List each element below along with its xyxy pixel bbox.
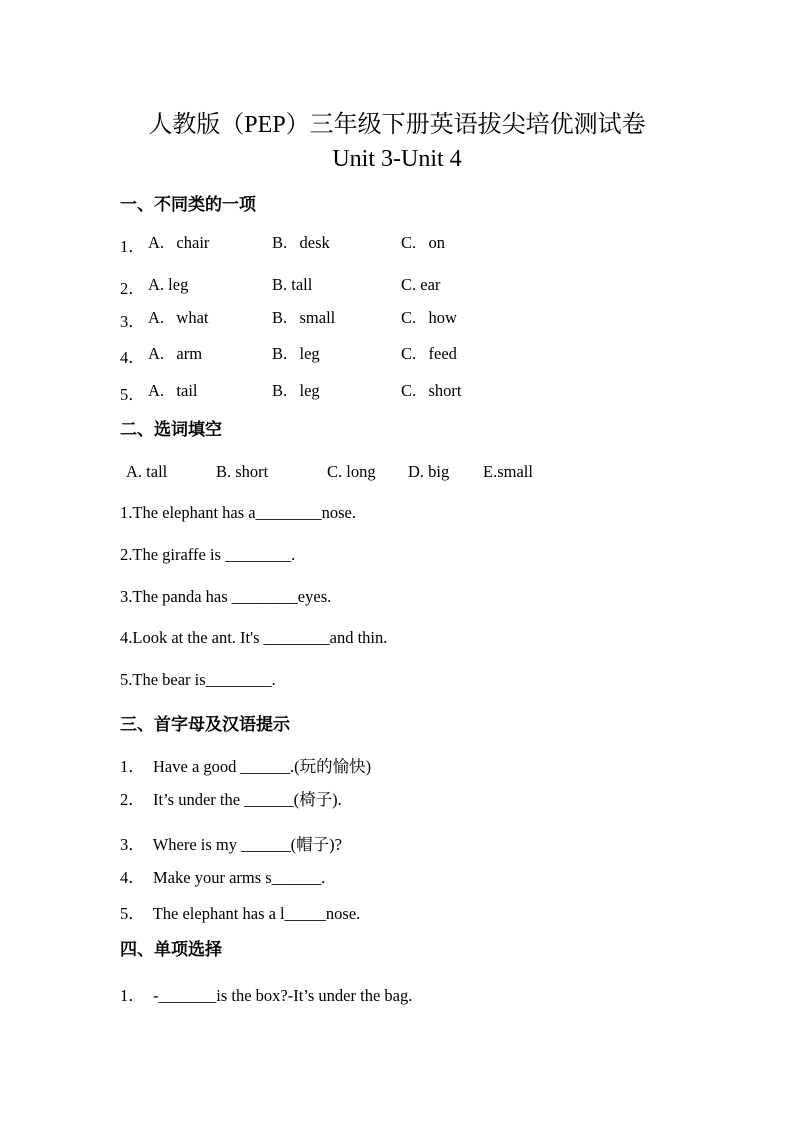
- option-c: C. short: [401, 381, 462, 400]
- list-item: 4.Look at the ant. It's ________and thin.: [120, 628, 388, 647]
- list-item: 5.The bear is________.: [120, 670, 276, 689]
- option-a: A. what: [148, 308, 209, 327]
- item-number: 1．: [120, 237, 145, 256]
- item-number: 5．: [120, 385, 145, 404]
- list-item: 1.The elephant has a________nose.: [120, 503, 356, 522]
- option-c: C. ear: [401, 275, 441, 294]
- option-a: A. arm: [148, 344, 203, 363]
- list-item: 3． Where is my ______(帽子)?: [120, 835, 342, 854]
- section1-heading: 一、不同类的一项: [120, 195, 256, 215]
- option-c: C. how: [401, 308, 457, 327]
- list-item: 4． Make your arms s______.: [120, 868, 326, 887]
- option-b: B. small: [272, 308, 336, 327]
- option-c: C. feed: [401, 344, 457, 363]
- word-option: B. short: [216, 462, 269, 481]
- word-option: C. long: [327, 462, 376, 481]
- list-item: 1． Have a good ______.(玩的愉快): [120, 757, 372, 776]
- word-option: A. tall: [126, 462, 168, 481]
- option-b: B. desk: [272, 233, 330, 252]
- section4-heading: 四、单项选择: [120, 940, 222, 960]
- option-b: B. leg: [272, 344, 320, 363]
- list-item: 2． It’s under the ______(椅子).: [120, 790, 342, 809]
- option-b: B. tall: [272, 275, 313, 294]
- item-number: 4．: [120, 348, 145, 367]
- item-number: 2．: [120, 279, 145, 298]
- option-a: A. leg: [148, 275, 189, 294]
- word-option: D. big: [408, 462, 450, 481]
- list-item: 5． The elephant has a l_____nose.: [120, 904, 361, 923]
- document-title: 人教版（PEP）三年级下册英语拔尖培优测试卷: [148, 112, 646, 138]
- option-a: A. chair: [148, 233, 210, 252]
- option-c: C. on: [401, 233, 446, 252]
- word-option: E.small: [483, 462, 533, 481]
- list-item: 2.The giraffe is ________.: [120, 545, 296, 564]
- item-number: 3．: [120, 312, 145, 331]
- section3-heading: 三、首字母及汉语提示: [120, 715, 290, 735]
- option-a: A. tail: [148, 381, 198, 400]
- section2-heading: 二、选词填空: [120, 420, 222, 440]
- list-item: 3.The panda has ________eyes.: [120, 587, 332, 606]
- option-b: B. leg: [272, 381, 320, 400]
- document-subtitle: Unit 3-Unit 4: [332, 146, 462, 172]
- list-item: 1． -_______is the box?-It’s under the bag.: [120, 986, 413, 1005]
